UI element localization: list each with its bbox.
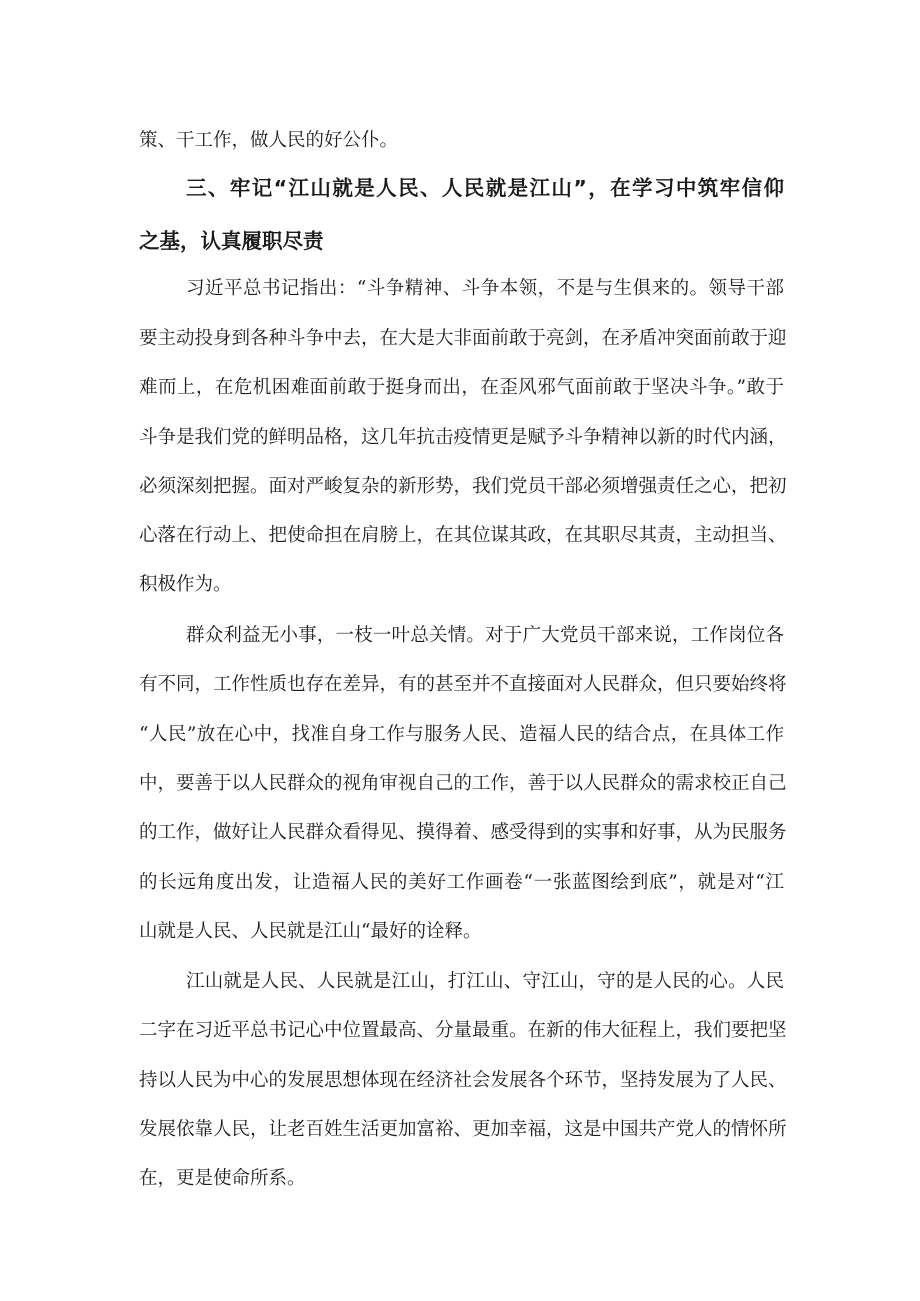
paragraph-line: 群众利益无小事，一枝一叶总关情。对于广大党员干部来说，工作岗位各 <box>186 625 784 646</box>
paragraph-line: 的工作，做好让人民群众看得见、摸得着、感受得到的实事和好事，从为民服务 <box>139 822 787 843</box>
paragraph-line: 斗争是我们党的鲜明品格，这几年抗击疫情更是赋予斗争精神以新的时代内涵， <box>139 427 787 448</box>
section-heading-line: 三、牢记“江山就是人民、人民就是江山”，在学习中筑牢信仰 <box>186 176 784 200</box>
paragraph-line: 有不同，工作性质也存在差异，有的甚至并不直接面对人民群众，但只要始终将 <box>139 674 787 695</box>
paragraph-line: 习近平总书记指出：“斗争精神、斗争本领，不是与生俱来的。领导干部 <box>186 278 784 299</box>
section-heading-line: 之基，认真履职尽责 <box>139 229 324 253</box>
paragraph-line: 必须深刻把握。面对严峻复杂的新形势，我们党员干部必须增强责任之心，把初 <box>139 476 787 497</box>
paragraph-line: 在，更是使命所系。 <box>139 1168 306 1189</box>
paragraph-line: 江山就是人民、人民就是江山，打江山、守江山，守的是人民的心。人民 <box>186 971 784 992</box>
paragraph-line: 心落在行动上、把使命担在肩膀上，在其位谋其政，在其职尽其责，主动担当、 <box>139 525 787 546</box>
paragraph-line: 持以人民为中心的发展思想体现在经济社会发展各个环节，坚持发展为了人民、 <box>139 1070 787 1091</box>
paragraph-line: 积极作为。 <box>139 574 232 595</box>
paragraph-line: 山就是人民、人民就是江山“最好的诠释。 <box>139 921 482 942</box>
paragraph-line: “人民”放在心中，找准自身工作与服务人民、造福人民的结合点，在具体工作 <box>139 724 784 745</box>
paragraph-line: 难而上，在危机困难面前敢于挺身而出，在歪风邪气面前敢于坚决斗争。”敢于 <box>139 377 784 398</box>
paragraph-line: 二字在习近平总书记心中位置最高、分量最重。在新的伟大征程上，我们要把坚 <box>139 1020 787 1041</box>
paragraph-line: 发展依靠人民，让老百姓生活更加富裕、更加幸福，这是中国共产党人的情怀所 <box>139 1119 787 1140</box>
paragraph-line: 中，要善于以人民群众的视角审视自己的工作，善于以人民群众的需求校正自己 <box>139 773 787 794</box>
paragraph-line: 策、干工作，做人民的好公仆。 <box>139 130 399 151</box>
paragraph-line: 的长远角度出发，让造福人民的美好工作画卷“一张蓝图绘到底”，就是对“江 <box>139 872 784 893</box>
paragraph-line: 要主动投身到各种斗争中去，在大是大非面前敢于亮剑，在矛盾冲突面前敢于迎 <box>139 328 787 349</box>
